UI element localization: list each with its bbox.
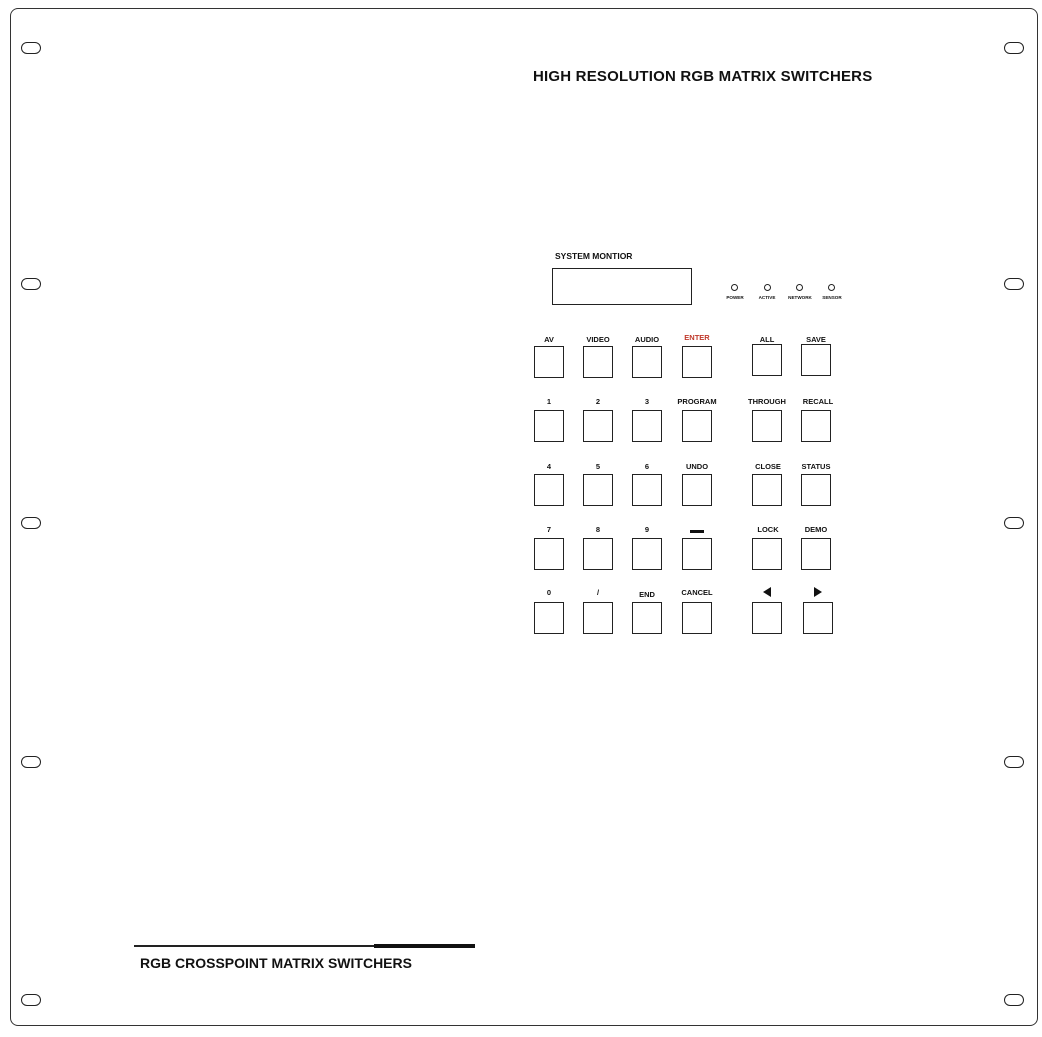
av-button[interactable] bbox=[534, 346, 564, 378]
enter-button[interactable] bbox=[682, 346, 712, 378]
active-led-icon bbox=[764, 284, 771, 291]
demo-button[interactable] bbox=[801, 538, 831, 570]
key-4-button[interactable] bbox=[534, 474, 564, 506]
through-button[interactable] bbox=[752, 410, 782, 442]
key-label-1: 1 bbox=[546, 397, 552, 406]
mounting-slot-left-3 bbox=[21, 517, 41, 529]
mounting-slot-right-4 bbox=[1004, 756, 1024, 768]
mounting-slot-right-3 bbox=[1004, 517, 1024, 529]
key-label-7: 7 bbox=[546, 525, 552, 534]
key-9-button[interactable] bbox=[632, 538, 662, 570]
key-label-undo: UNDO bbox=[685, 462, 709, 471]
mounting-slot-right-5 bbox=[1004, 994, 1024, 1006]
panel-title: HIGH RESOLUTION RGB MATRIX SWITCHERS bbox=[533, 68, 873, 85]
key-8-button[interactable] bbox=[583, 538, 613, 570]
key-label-save: SAVE bbox=[806, 335, 826, 344]
bottom-label: RGB CROSSPOINT MATRIX SWITCHERS bbox=[140, 955, 412, 971]
video-button[interactable] bbox=[583, 346, 613, 378]
left-arrow-icon bbox=[763, 587, 771, 599]
mounting-slot-left-4 bbox=[21, 756, 41, 768]
key-label-audio: AUDIO bbox=[634, 335, 660, 344]
bottom-rule-accent bbox=[374, 944, 475, 948]
key-label-program: PROGRAM bbox=[677, 397, 717, 406]
key-label-recall: RECALL bbox=[802, 397, 834, 406]
key-3-button[interactable] bbox=[632, 410, 662, 442]
sensor-led-label: SENSOR bbox=[822, 295, 842, 300]
key-label-3: 3 bbox=[644, 397, 650, 406]
dash-button[interactable] bbox=[682, 538, 712, 570]
key-label-0: 0 bbox=[546, 588, 552, 597]
status-button[interactable] bbox=[801, 474, 831, 506]
key-label-6: 6 bbox=[644, 462, 650, 471]
system-monitor-display bbox=[552, 268, 692, 305]
undo-button[interactable] bbox=[682, 474, 712, 506]
key-label-end: END bbox=[639, 590, 655, 599]
rack-panel bbox=[10, 8, 1038, 1026]
key-label-demo: DEMO bbox=[804, 525, 828, 534]
dash-icon bbox=[690, 526, 704, 535]
key-label-status: STATUS bbox=[801, 462, 831, 471]
key-label-8: 8 bbox=[595, 525, 601, 534]
mounting-slot-right-2 bbox=[1004, 278, 1024, 290]
power-led-icon bbox=[731, 284, 738, 291]
lock-button[interactable] bbox=[752, 538, 782, 570]
system-monitor-label: SYSTEM MONTIOR bbox=[555, 251, 633, 261]
key-label-cancel: CANCEL bbox=[681, 588, 713, 597]
key-1-button[interactable] bbox=[534, 410, 564, 442]
audio-button[interactable] bbox=[632, 346, 662, 378]
close-button[interactable] bbox=[752, 474, 782, 506]
bottom-rule bbox=[134, 945, 374, 947]
mounting-slot-left-1 bbox=[21, 42, 41, 54]
mounting-slot-left-5 bbox=[21, 994, 41, 1006]
save-button[interactable] bbox=[801, 344, 831, 376]
key-label-enter: ENTER bbox=[684, 333, 710, 342]
network-led-label: NETWORK bbox=[788, 295, 812, 300]
right-arrow-icon bbox=[814, 587, 822, 599]
key-6-button[interactable] bbox=[632, 474, 662, 506]
key-label-video: VIDEO bbox=[586, 335, 610, 344]
cancel-button[interactable] bbox=[682, 602, 712, 634]
recall-button[interactable] bbox=[801, 410, 831, 442]
right-arrow-button[interactable] bbox=[803, 602, 833, 634]
key-label-slash: / bbox=[596, 588, 600, 597]
key-label-2: 2 bbox=[595, 397, 601, 406]
key-label-through: THROUGH bbox=[748, 397, 786, 406]
key-label-lock: LOCK bbox=[757, 525, 779, 534]
sensor-led-icon bbox=[828, 284, 835, 291]
key-5-button[interactable] bbox=[583, 474, 613, 506]
key-label-4: 4 bbox=[546, 462, 552, 471]
key-label-9: 9 bbox=[644, 525, 650, 534]
end-button[interactable] bbox=[632, 602, 662, 634]
key-label-5: 5 bbox=[595, 462, 601, 471]
network-led-icon bbox=[796, 284, 803, 291]
key-label-close: CLOSE bbox=[755, 462, 781, 471]
mounting-slot-right-1 bbox=[1004, 42, 1024, 54]
program-button[interactable] bbox=[682, 410, 712, 442]
all-button[interactable] bbox=[752, 344, 782, 376]
mounting-slot-left-2 bbox=[21, 278, 41, 290]
key-2-button[interactable] bbox=[583, 410, 613, 442]
active-led-label: ACTIVE bbox=[758, 295, 776, 300]
slash-button[interactable] bbox=[583, 602, 613, 634]
key-label-all: ALL bbox=[759, 335, 775, 344]
key-7-button[interactable] bbox=[534, 538, 564, 570]
key-0-button[interactable] bbox=[534, 602, 564, 634]
power-led-label: POWER bbox=[726, 295, 744, 300]
key-label-av: AV bbox=[544, 335, 554, 344]
left-arrow-button[interactable] bbox=[752, 602, 782, 634]
